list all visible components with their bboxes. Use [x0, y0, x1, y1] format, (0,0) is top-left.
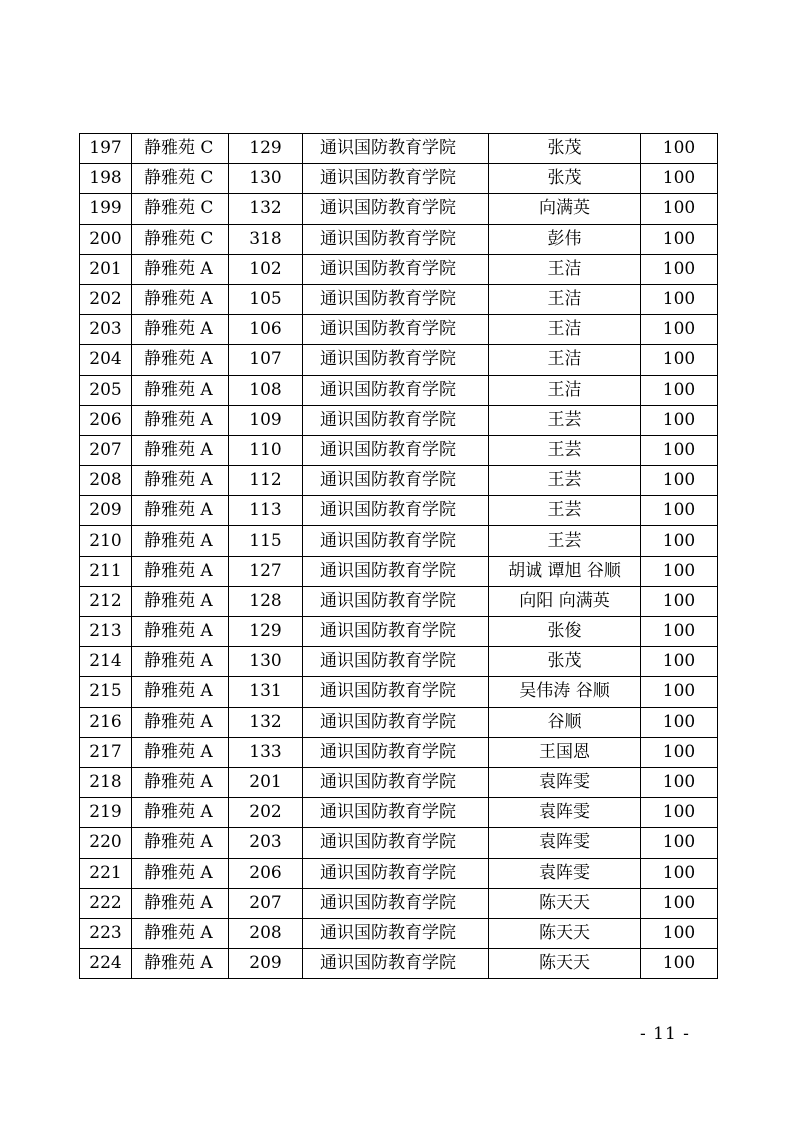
- row-number-cell: 201: [80, 254, 132, 284]
- room-number-cell: 201: [229, 767, 303, 797]
- person-cell: 吴伟涛 谷顺: [489, 677, 641, 707]
- person-cell: 陈天天: [489, 888, 641, 918]
- table-row: [80, 375, 718, 405]
- person-cell: 张俊: [489, 617, 641, 647]
- college-cell: 通识国防教育学院: [303, 858, 489, 888]
- score-cell: 100: [641, 315, 718, 345]
- table-row: [80, 164, 718, 194]
- college-cell: 通识国防教育学院: [303, 707, 489, 737]
- score-cell: 100: [641, 556, 718, 586]
- score-cell: 100: [641, 858, 718, 888]
- college-cell: 通识国防教育学院: [303, 949, 489, 979]
- table-row: [80, 496, 718, 526]
- room-number-cell: 115: [229, 526, 303, 556]
- row-number-cell: 212: [80, 586, 132, 616]
- college-cell: 通识国防教育学院: [303, 647, 489, 677]
- building-cell: 静雅苑 A: [132, 586, 229, 616]
- room-number-cell: 102: [229, 254, 303, 284]
- person-cell: 张茂: [489, 164, 641, 194]
- building-cell: 静雅苑 A: [132, 496, 229, 526]
- building-cell: 静雅苑 A: [132, 617, 229, 647]
- score-cell: 100: [641, 586, 718, 616]
- building-cell: 静雅苑 A: [132, 647, 229, 677]
- table-row: [80, 677, 718, 707]
- person-cell: 向阳 向满英: [489, 586, 641, 616]
- room-number-cell: 203: [229, 828, 303, 858]
- score-cell: 100: [641, 918, 718, 948]
- row-number-cell: 214: [80, 647, 132, 677]
- building-cell: 静雅苑 A: [132, 254, 229, 284]
- score-cell: 100: [641, 526, 718, 556]
- person-cell: 王芸: [489, 496, 641, 526]
- score-cell: 100: [641, 949, 718, 979]
- room-number-cell: 109: [229, 405, 303, 435]
- table-row: [80, 526, 718, 556]
- room-number-cell: 105: [229, 284, 303, 314]
- college-cell: 通识国防教育学院: [303, 345, 489, 375]
- table-row: [80, 798, 718, 828]
- college-cell: 通识国防教育学院: [303, 164, 489, 194]
- room-number-cell: 108: [229, 375, 303, 405]
- score-cell: 100: [641, 405, 718, 435]
- person-cell: 王芸: [489, 526, 641, 556]
- score-cell: 100: [641, 888, 718, 918]
- room-number-cell: 129: [229, 134, 303, 164]
- college-cell: 通识国防教育学院: [303, 526, 489, 556]
- person-cell: 王芸: [489, 466, 641, 496]
- person-cell: 袁阵雯: [489, 767, 641, 797]
- college-cell: 通识国防教育学院: [303, 918, 489, 948]
- score-cell: 100: [641, 466, 718, 496]
- score-cell: 100: [641, 496, 718, 526]
- score-cell: 100: [641, 707, 718, 737]
- row-number-cell: 209: [80, 496, 132, 526]
- building-cell: 静雅苑 A: [132, 315, 229, 345]
- row-number-cell: 197: [80, 134, 132, 164]
- room-number-cell: 110: [229, 435, 303, 465]
- score-cell: 100: [641, 164, 718, 194]
- person-cell: 王洁: [489, 254, 641, 284]
- room-number-cell: 129: [229, 617, 303, 647]
- room-number-cell: 132: [229, 707, 303, 737]
- room-number-cell: 209: [229, 949, 303, 979]
- table-row: [80, 194, 718, 224]
- row-number-cell: 222: [80, 888, 132, 918]
- building-cell: 静雅苑 C: [132, 194, 229, 224]
- person-cell: 张茂: [489, 134, 641, 164]
- room-number-cell: 107: [229, 345, 303, 375]
- college-cell: 通识国防教育学院: [303, 888, 489, 918]
- dormitory-score-table: [79, 133, 718, 979]
- table-row: [80, 617, 718, 647]
- college-cell: 通识国防教育学院: [303, 375, 489, 405]
- row-number-cell: 220: [80, 828, 132, 858]
- row-number-cell: 200: [80, 224, 132, 254]
- building-cell: 静雅苑 A: [132, 707, 229, 737]
- building-cell: 静雅苑 A: [132, 375, 229, 405]
- table-row: [80, 284, 718, 314]
- person-cell: 袁阵雯: [489, 858, 641, 888]
- table-row: [80, 435, 718, 465]
- row-number-cell: 221: [80, 858, 132, 888]
- building-cell: 静雅苑 A: [132, 526, 229, 556]
- row-number-cell: 217: [80, 737, 132, 767]
- room-number-cell: 106: [229, 315, 303, 345]
- table-row: [80, 556, 718, 586]
- person-cell: 王国恩: [489, 737, 641, 767]
- table-row: [80, 828, 718, 858]
- row-number-cell: 210: [80, 526, 132, 556]
- room-number-cell: 132: [229, 194, 303, 224]
- room-number-cell: 202: [229, 798, 303, 828]
- building-cell: 静雅苑 A: [132, 858, 229, 888]
- person-cell: 袁阵雯: [489, 828, 641, 858]
- row-number-cell: 223: [80, 918, 132, 948]
- row-number-cell: 202: [80, 284, 132, 314]
- room-number-cell: 127: [229, 556, 303, 586]
- score-cell: 100: [641, 345, 718, 375]
- person-cell: 王洁: [489, 284, 641, 314]
- building-cell: 静雅苑 A: [132, 888, 229, 918]
- person-cell: 胡诚 谭旭 谷顺: [489, 556, 641, 586]
- row-number-cell: 213: [80, 617, 132, 647]
- college-cell: 通识国防教育学院: [303, 556, 489, 586]
- room-number-cell: 206: [229, 858, 303, 888]
- college-cell: 通识国防教育学院: [303, 405, 489, 435]
- row-number-cell: 224: [80, 949, 132, 979]
- person-cell: 王芸: [489, 405, 641, 435]
- college-cell: 通识国防教育学院: [303, 466, 489, 496]
- college-cell: 通识国防教育学院: [303, 767, 489, 797]
- row-number-cell: 207: [80, 435, 132, 465]
- row-number-cell: 205: [80, 375, 132, 405]
- building-cell: 静雅苑 A: [132, 405, 229, 435]
- building-cell: 静雅苑 C: [132, 164, 229, 194]
- row-number-cell: 199: [80, 194, 132, 224]
- row-number-cell: 211: [80, 556, 132, 586]
- building-cell: 静雅苑 A: [132, 466, 229, 496]
- college-cell: 通识国防教育学院: [303, 828, 489, 858]
- table-body: [80, 134, 718, 979]
- table-row: [80, 918, 718, 948]
- row-number-cell: 204: [80, 345, 132, 375]
- table-row: [80, 647, 718, 677]
- table-row: [80, 466, 718, 496]
- row-number-cell: 215: [80, 677, 132, 707]
- score-cell: 100: [641, 194, 718, 224]
- table-row: [80, 254, 718, 284]
- person-cell: 陈天天: [489, 918, 641, 948]
- person-cell: 王洁: [489, 345, 641, 375]
- table-row: [80, 707, 718, 737]
- score-cell: 100: [641, 435, 718, 465]
- score-cell: 100: [641, 737, 718, 767]
- table-row: [80, 224, 718, 254]
- building-cell: 静雅苑 A: [132, 345, 229, 375]
- college-cell: 通识国防教育学院: [303, 254, 489, 284]
- person-cell: 王洁: [489, 375, 641, 405]
- room-number-cell: 112: [229, 466, 303, 496]
- college-cell: 通识国防教育学院: [303, 315, 489, 345]
- college-cell: 通识国防教育学院: [303, 496, 489, 526]
- building-cell: 静雅苑 A: [132, 828, 229, 858]
- row-number-cell: 218: [80, 767, 132, 797]
- college-cell: 通识国防教育学院: [303, 224, 489, 254]
- table-row: [80, 888, 718, 918]
- table-row: [80, 586, 718, 616]
- building-cell: 静雅苑 A: [132, 677, 229, 707]
- table-row: [80, 315, 718, 345]
- building-cell: 静雅苑 A: [132, 737, 229, 767]
- room-number-cell: 207: [229, 888, 303, 918]
- college-cell: 通识国防教育学院: [303, 134, 489, 164]
- score-cell: 100: [641, 828, 718, 858]
- building-cell: 静雅苑 C: [132, 224, 229, 254]
- room-number-cell: 113: [229, 496, 303, 526]
- table-row: [80, 858, 718, 888]
- row-number-cell: 208: [80, 466, 132, 496]
- score-cell: 100: [641, 798, 718, 828]
- row-number-cell: 203: [80, 315, 132, 345]
- building-cell: 静雅苑 A: [132, 798, 229, 828]
- room-number-cell: 318: [229, 224, 303, 254]
- building-cell: 静雅苑 A: [132, 949, 229, 979]
- score-cell: 100: [641, 284, 718, 314]
- score-cell: 100: [641, 254, 718, 284]
- college-cell: 通识国防教育学院: [303, 435, 489, 465]
- room-number-cell: 133: [229, 737, 303, 767]
- row-number-cell: 216: [80, 707, 132, 737]
- person-cell: 袁阵雯: [489, 798, 641, 828]
- person-cell: 向满英: [489, 194, 641, 224]
- college-cell: 通识国防教育学院: [303, 737, 489, 767]
- score-cell: 100: [641, 677, 718, 707]
- person-cell: 张茂: [489, 647, 641, 677]
- row-number-cell: 198: [80, 164, 132, 194]
- building-cell: 静雅苑 A: [132, 556, 229, 586]
- college-cell: 通识国防教育学院: [303, 194, 489, 224]
- room-number-cell: 128: [229, 586, 303, 616]
- row-number-cell: 219: [80, 798, 132, 828]
- table-row: [80, 405, 718, 435]
- building-cell: 静雅苑 A: [132, 918, 229, 948]
- score-cell: 100: [641, 767, 718, 797]
- person-cell: 陈天天: [489, 949, 641, 979]
- score-cell: 100: [641, 617, 718, 647]
- person-cell: 谷顺: [489, 707, 641, 737]
- score-cell: 100: [641, 375, 718, 405]
- person-cell: 彭伟: [489, 224, 641, 254]
- table-row: [80, 949, 718, 979]
- college-cell: 通识国防教育学院: [303, 798, 489, 828]
- college-cell: 通识国防教育学院: [303, 284, 489, 314]
- building-cell: 静雅苑 A: [132, 435, 229, 465]
- college-cell: 通识国防教育学院: [303, 677, 489, 707]
- building-cell: 静雅苑 C: [132, 134, 229, 164]
- building-cell: 静雅苑 A: [132, 284, 229, 314]
- building-cell: 静雅苑 A: [132, 767, 229, 797]
- person-cell: 王芸: [489, 435, 641, 465]
- college-cell: 通识国防教育学院: [303, 586, 489, 616]
- table-row: [80, 345, 718, 375]
- score-cell: 100: [641, 134, 718, 164]
- table-row: [80, 767, 718, 797]
- score-cell: 100: [641, 647, 718, 677]
- table-row: [80, 737, 718, 767]
- score-cell: 100: [641, 224, 718, 254]
- room-number-cell: 208: [229, 918, 303, 948]
- table-row: [80, 134, 718, 164]
- room-number-cell: 131: [229, 677, 303, 707]
- room-number-cell: 130: [229, 647, 303, 677]
- row-number-cell: 206: [80, 405, 132, 435]
- person-cell: 王洁: [489, 315, 641, 345]
- room-number-cell: 130: [229, 164, 303, 194]
- college-cell: 通识国防教育学院: [303, 617, 489, 647]
- page-number: - 11 -: [640, 1024, 690, 1044]
